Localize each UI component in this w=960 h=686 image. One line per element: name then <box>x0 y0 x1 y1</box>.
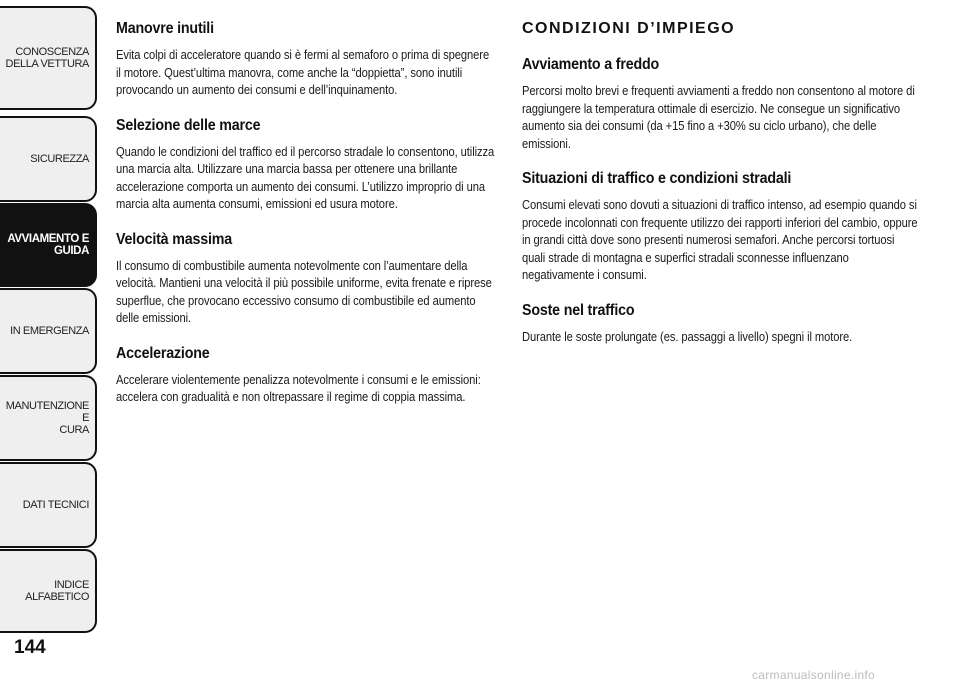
tab-label: INDICE ALFABETICO <box>25 579 89 603</box>
tab-in-emergenza[interactable] <box>0 288 97 374</box>
tab-label: AVVIAMENTO E GUIDA <box>7 233 89 257</box>
section-situazioni-di-traffico <box>522 170 920 284</box>
left-column <box>116 20 496 424</box>
tab-label: IN EMERGENZA <box>10 325 89 337</box>
chapter-sidebar <box>0 0 100 640</box>
section-accelerazione <box>116 345 496 406</box>
tab-dati-tecnici[interactable] <box>0 462 97 548</box>
tab-avviamento-e-guida[interactable] <box>0 203 97 287</box>
tab-label: CONOSCENZA DELLA VETTURA <box>5 46 89 70</box>
section-manovre-inutili <box>116 20 496 99</box>
page-number: 144 <box>14 637 46 658</box>
section-selezione-delle-marce <box>116 117 496 213</box>
section-body: Consumi elevati sono dovuti a situazioni di traffico intenso, ad esempio quando si procede incolonnati con frequente utilizzo dei rapporti inferiori del cambio, oppure in grandi città dove sono presenti numerosi semafori. Anche percorsi tortuosi quali strade di montagna e superfici stradali sconnesse influenzano negativamente i consumi. <box>522 197 918 282</box>
section-body: Durante le soste prolungate (es. passaggi a livello) spegni il motore. <box>522 328 853 344</box>
tab-conoscenza-della-vettura[interactable] <box>0 6 97 110</box>
tab-sicurezza[interactable] <box>0 116 97 202</box>
section-velocita-massima <box>116 231 496 327</box>
tab-label: MANUTENZIONE E CURA <box>5 400 89 436</box>
section-heading: Soste nel traffico <box>522 301 635 319</box>
section-body: Il consumo di combustibile aumenta notevolmente con l’aumentare della velocità. Mantieni una velocità il più possibile uniforme, evita frenate e riprese superflue, che provocano eccessivo consumo di combustibile ed aumento delle emissioni. <box>116 257 492 325</box>
tab-indice-alfabetico[interactable] <box>0 549 97 633</box>
tab-manutenzione-e-cura[interactable] <box>0 375 97 461</box>
tab-label: DATI TECNICI <box>22 499 89 511</box>
section-heading: Selezione delle marce <box>116 116 261 134</box>
section-body: Quando le condizioni del traffico ed il percorso stradale lo consentono, utilizza una marcia alta. Utilizzare una marcia bassa per ottenere una brillante accelerazione comporta un aumento dei consumi. L’utilizzo improprio di una marcia alta aumenta consumi, emissioni ed usura motore. <box>116 143 495 211</box>
section-heading: Avviamento a freddo <box>522 56 660 73</box>
section-soste-nel-traffico <box>522 302 920 346</box>
section-heading: Accelerazione <box>116 344 210 362</box>
chapter-section-title: CONDIZIONI D’IMPIEGO <box>522 20 736 37</box>
watermark: carmanualsonline.info <box>752 668 876 682</box>
tab-label: SICUREZZA <box>30 153 89 165</box>
section-heading: Manovre inutili <box>116 20 214 37</box>
section-body: Evita colpi di acceleratore quando si è fermi al semaforo o prima di spegnere il motore. Quest’ultima manovra, come anche la “doppietta”, sono inutili provocando un aumento dei consumi e dell’inquinamento. <box>116 47 490 97</box>
section-heading: Velocità massima <box>116 230 232 248</box>
section-body: Accelerare violentemente penalizza notevolmente i consumi e le emissioni: accelera con gradualità e non oltrepassare il regime di coppia massima. <box>116 371 481 404</box>
section-heading: Situazioni di traffico e condizioni stradali <box>522 170 792 187</box>
right-column <box>522 20 920 363</box>
section-body: Percorsi molto brevi e frequenti avviamenti a freddo non consentono al motore di raggiungere la temperatura ottimale di esercizio. Ne consegue un significativo aumento sia dei consumi (da +15 fino a +30% su ciclo urbano), che delle emissioni. <box>522 83 915 151</box>
section-avviamento-a-freddo <box>522 56 920 152</box>
